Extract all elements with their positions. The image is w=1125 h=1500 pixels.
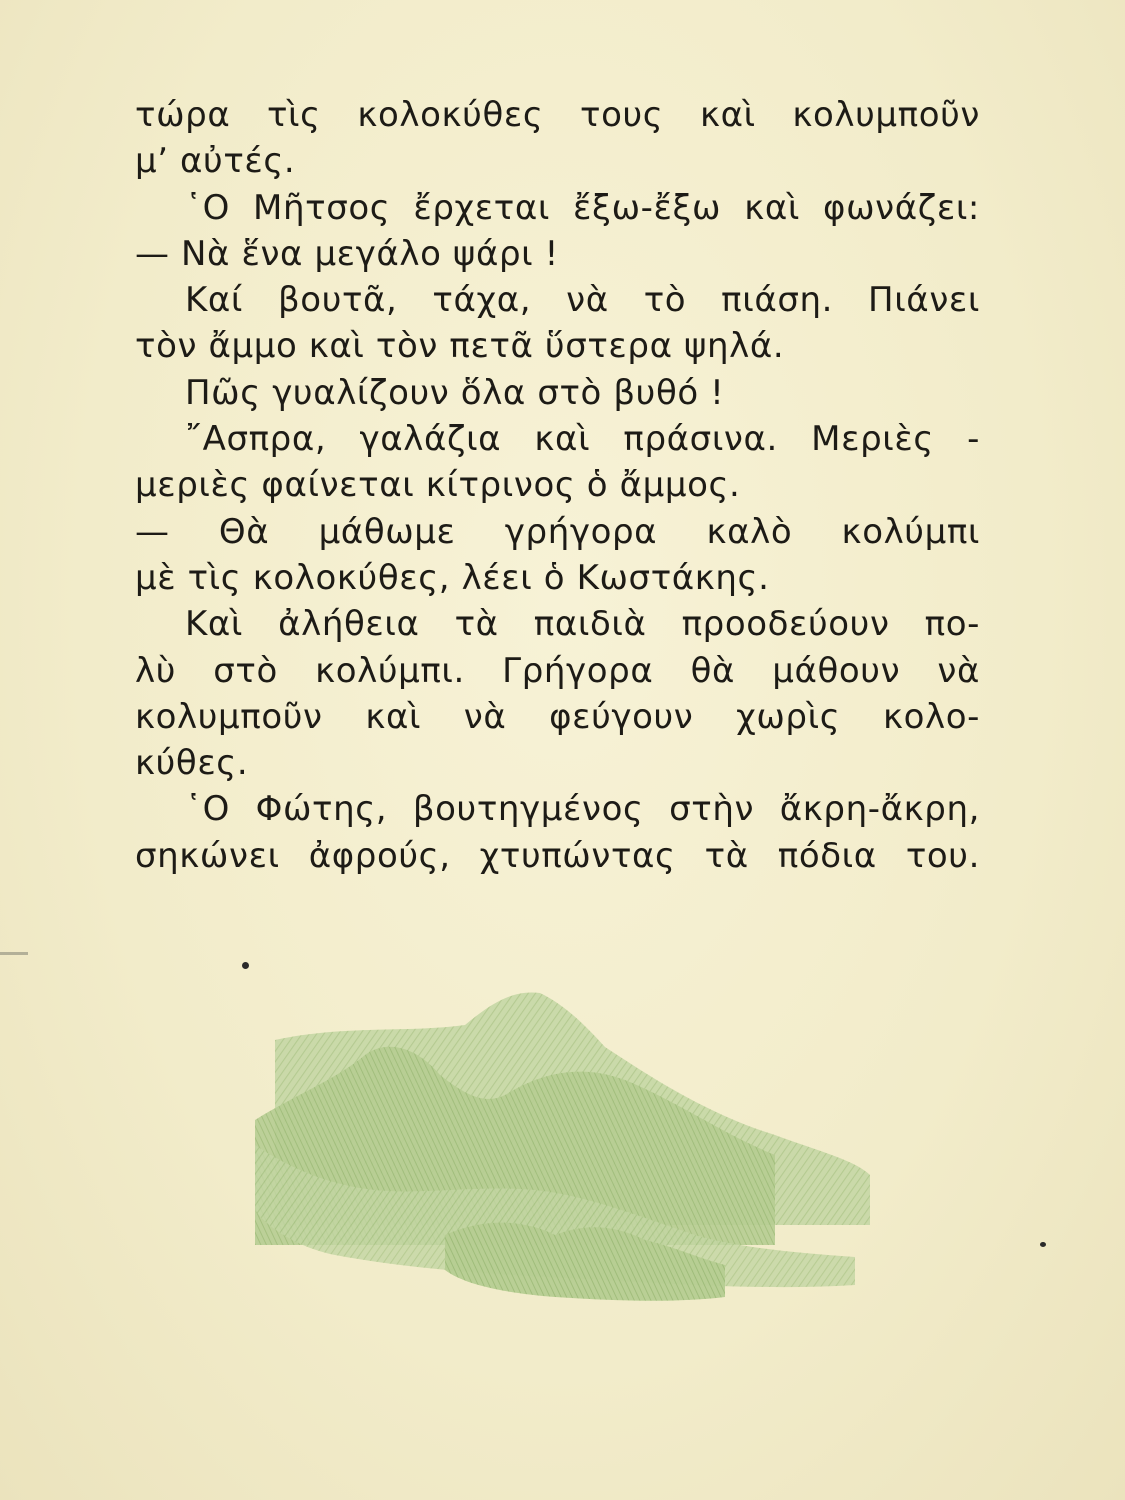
text-line: ῾Ο Μῆτσος ἔρχεται ἔξω-ἔξω καὶ φωνάζει: xyxy=(185,187,980,228)
text-line: ῾Ο Φώτης, βουτηγμένος στὴν ἄκρη-ἄκρη, xyxy=(185,789,980,830)
text-line: τώρα τὶς κολοκύθες τους καὶ κολυμποῦν xyxy=(135,95,980,135)
text-line: μεριὲς φαίνεται κίτρινος ὁ ἄμμος. xyxy=(135,465,741,506)
text-line: ῎Ασπρα, γαλάζια καὶ πράσινα. Μεριὲς - xyxy=(185,419,980,460)
text-line: σηκώνει ἀφρούς, χτυπώντας τὰ πόδια του. xyxy=(135,835,980,876)
text-line: — Θὰ μάθωμε γρήγορα καλὸ κολύμπι xyxy=(135,511,980,552)
text-line: τὸν ἄμμο καὶ τὸν πετᾶ ὕστερα ψηλά. xyxy=(135,326,785,367)
page-text xyxy=(135,92,980,879)
text-line: μὲ τὶς κολοκύθες, λέει ὁ Κωστάκης. xyxy=(135,557,770,598)
scan-mark xyxy=(0,952,28,955)
green-mountains-illustration-icon xyxy=(255,985,875,1315)
scan-speck xyxy=(242,962,249,969)
text-line: — Νὰ ἕνα μεγάλο ψάρι ! xyxy=(135,233,559,274)
text-line: κολυμποῦν καὶ νὰ φεύγουν χωρὶς κολο- xyxy=(135,696,980,737)
scan-speck xyxy=(1040,1242,1046,1247)
text-line: Καί βουτᾶ, τάχα, νὰ τὸ πιάση. Πιάνει xyxy=(185,280,980,321)
text-line: κύθες. xyxy=(135,743,249,784)
text-line: Πῶς γυαλίζουν ὅλα στὸ βυθό ! xyxy=(185,372,725,413)
text-line: μ’ αὐτές. xyxy=(135,141,296,182)
text-line: Καὶ ἀλήθεια τὰ παιδιὰ προοδεύουν πο- xyxy=(185,604,980,645)
text-line: λὺ στὸ κολύμπι. Γρήγορα θὰ μάθουν νὰ xyxy=(135,650,980,691)
